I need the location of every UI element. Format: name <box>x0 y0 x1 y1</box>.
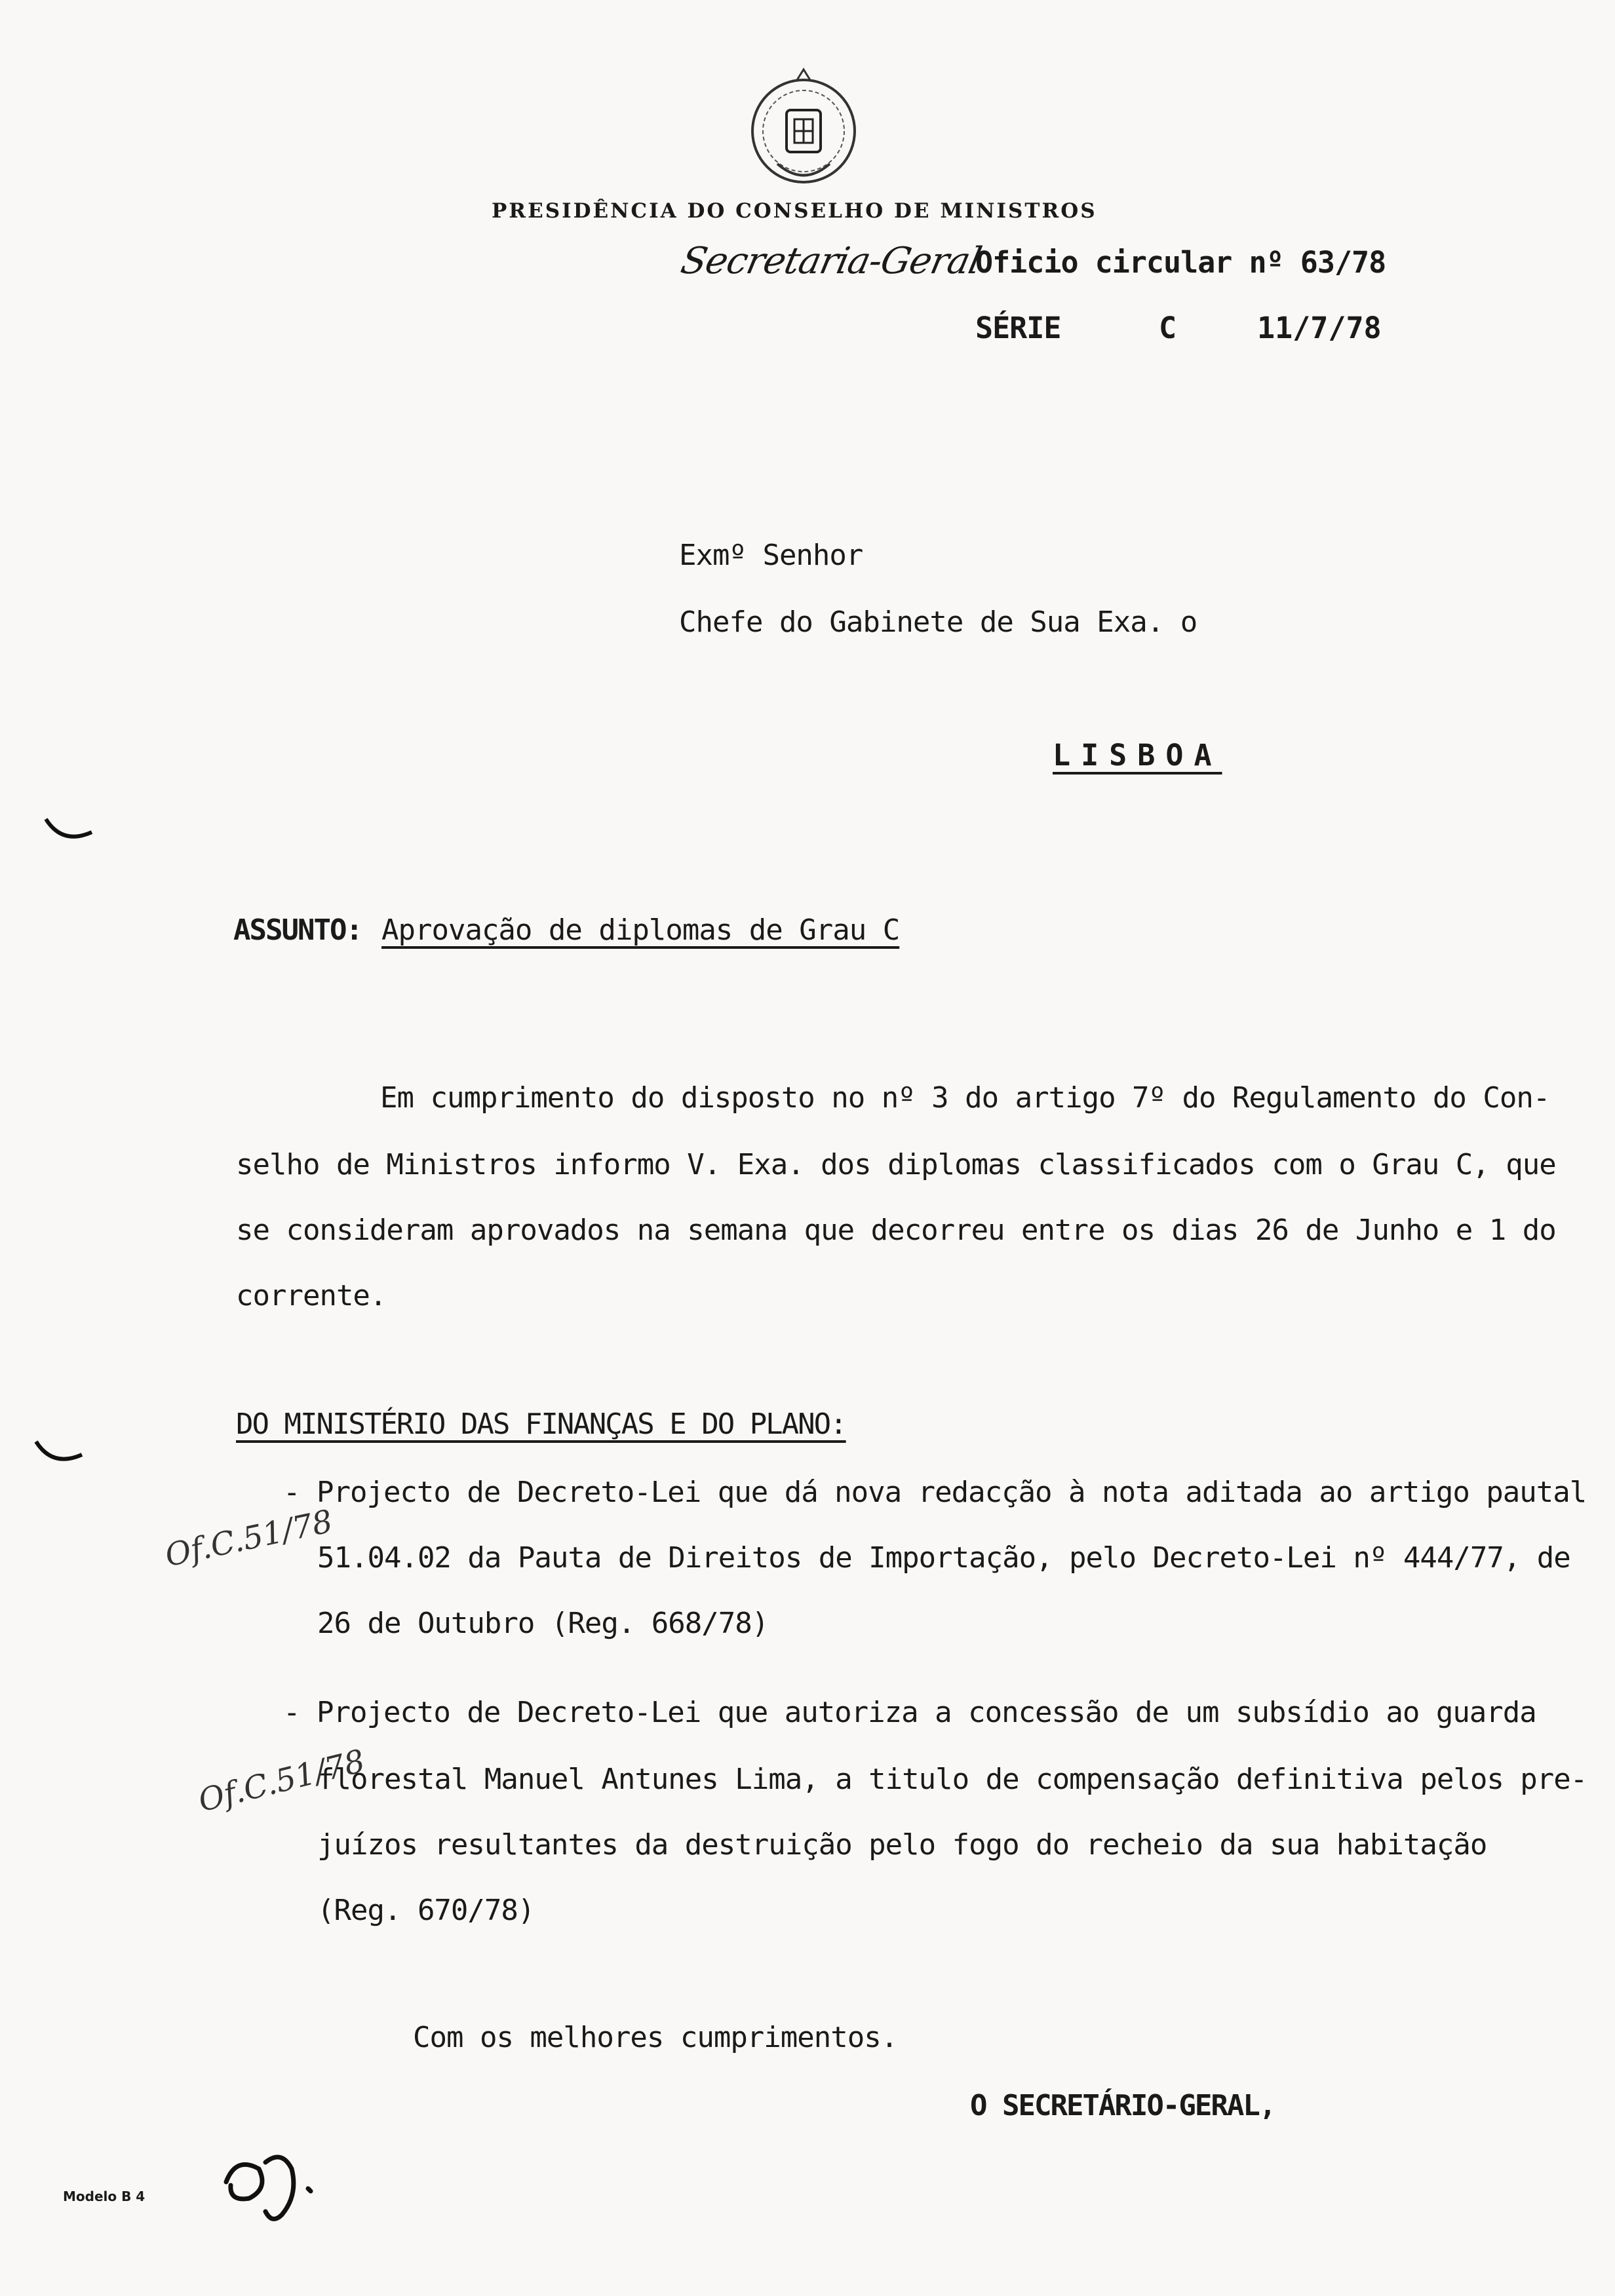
item-line: - Projecto de Decreto-Lei que autoriza a concessão de um subsídio ao guarda <box>283 1696 1536 1729</box>
department-signature: Secretaria-Geral <box>677 240 985 282</box>
subject-label: ASSUNTO: <box>233 913 362 947</box>
item-line: (Reg. 670/78) <box>317 1894 535 1927</box>
oficio-number: Oficio circular nº 63/78 <box>975 245 1386 280</box>
signer-title: O SECRETÁRIO-GERAL, <box>970 2089 1275 2122</box>
body-line: corrente. <box>236 1279 387 1312</box>
section-heading: DO MINISTÉRIO DAS FINANÇAS E DO PLANO: <box>236 1407 846 1441</box>
subject-text: Aprovação de diplomas de Grau C <box>381 913 900 947</box>
institution-heading: PRESIDÊNCIA DO CONSELHO DE MINISTROS <box>492 199 1097 223</box>
item-line: - Projecto de Decreto-Lei que dá nova redacção à nota aditada ao artigo pautal <box>283 1476 1587 1509</box>
item-line: florestal Manuel Antunes Lima, a titulo de compensação definitiva pelos pre- <box>317 1763 1587 1796</box>
document-date: 11/7/78 <box>1257 311 1382 345</box>
item-line: 26 de Outubro (Reg. 668/78) <box>317 1607 769 1640</box>
item-line: juízos resultantes da destruição pelo fogo do recheio da sua habitação <box>317 1828 1487 1862</box>
punch-hole-mark <box>36 1442 82 1459</box>
addressee-city: LISBOA <box>1053 738 1222 773</box>
handwritten-annotation: Of.C.51/78 <box>195 1742 369 1820</box>
punch-hole-mark <box>46 819 92 837</box>
form-model-label: Modelo B 4 <box>63 2189 146 2204</box>
item-line: 51.04.02 da Pauta de Direitos de Importação, pelo Decreto-Lei nº 444/77, de <box>317 1541 1570 1575</box>
addressee-salutation: Exmº Senhor <box>679 539 863 572</box>
closing-salutation: Com os melhores cumprimentos. <box>413 2021 898 2054</box>
body-line: selho de Ministros informo V. Exa. dos diplomas classificados com o Grau C, que <box>236 1148 1556 1181</box>
body-line: se consideram aprovados na semana que decorreu entre os dias 26 de Junho e 1 do <box>236 1214 1556 1247</box>
serie-label: SÉRIE <box>975 311 1061 345</box>
handwritten-annotation: Of.C.51/78 <box>162 1502 336 1575</box>
body-line: Em cumprimento do disposto no nº 3 do artigo 7º do Regulamento do Con- <box>380 1081 1550 1115</box>
serie-value: C <box>1159 311 1177 345</box>
addressee-title: Chefe do Gabinete de Sua Exa. o <box>679 605 1197 639</box>
handwritten-initials <box>226 2157 311 2219</box>
